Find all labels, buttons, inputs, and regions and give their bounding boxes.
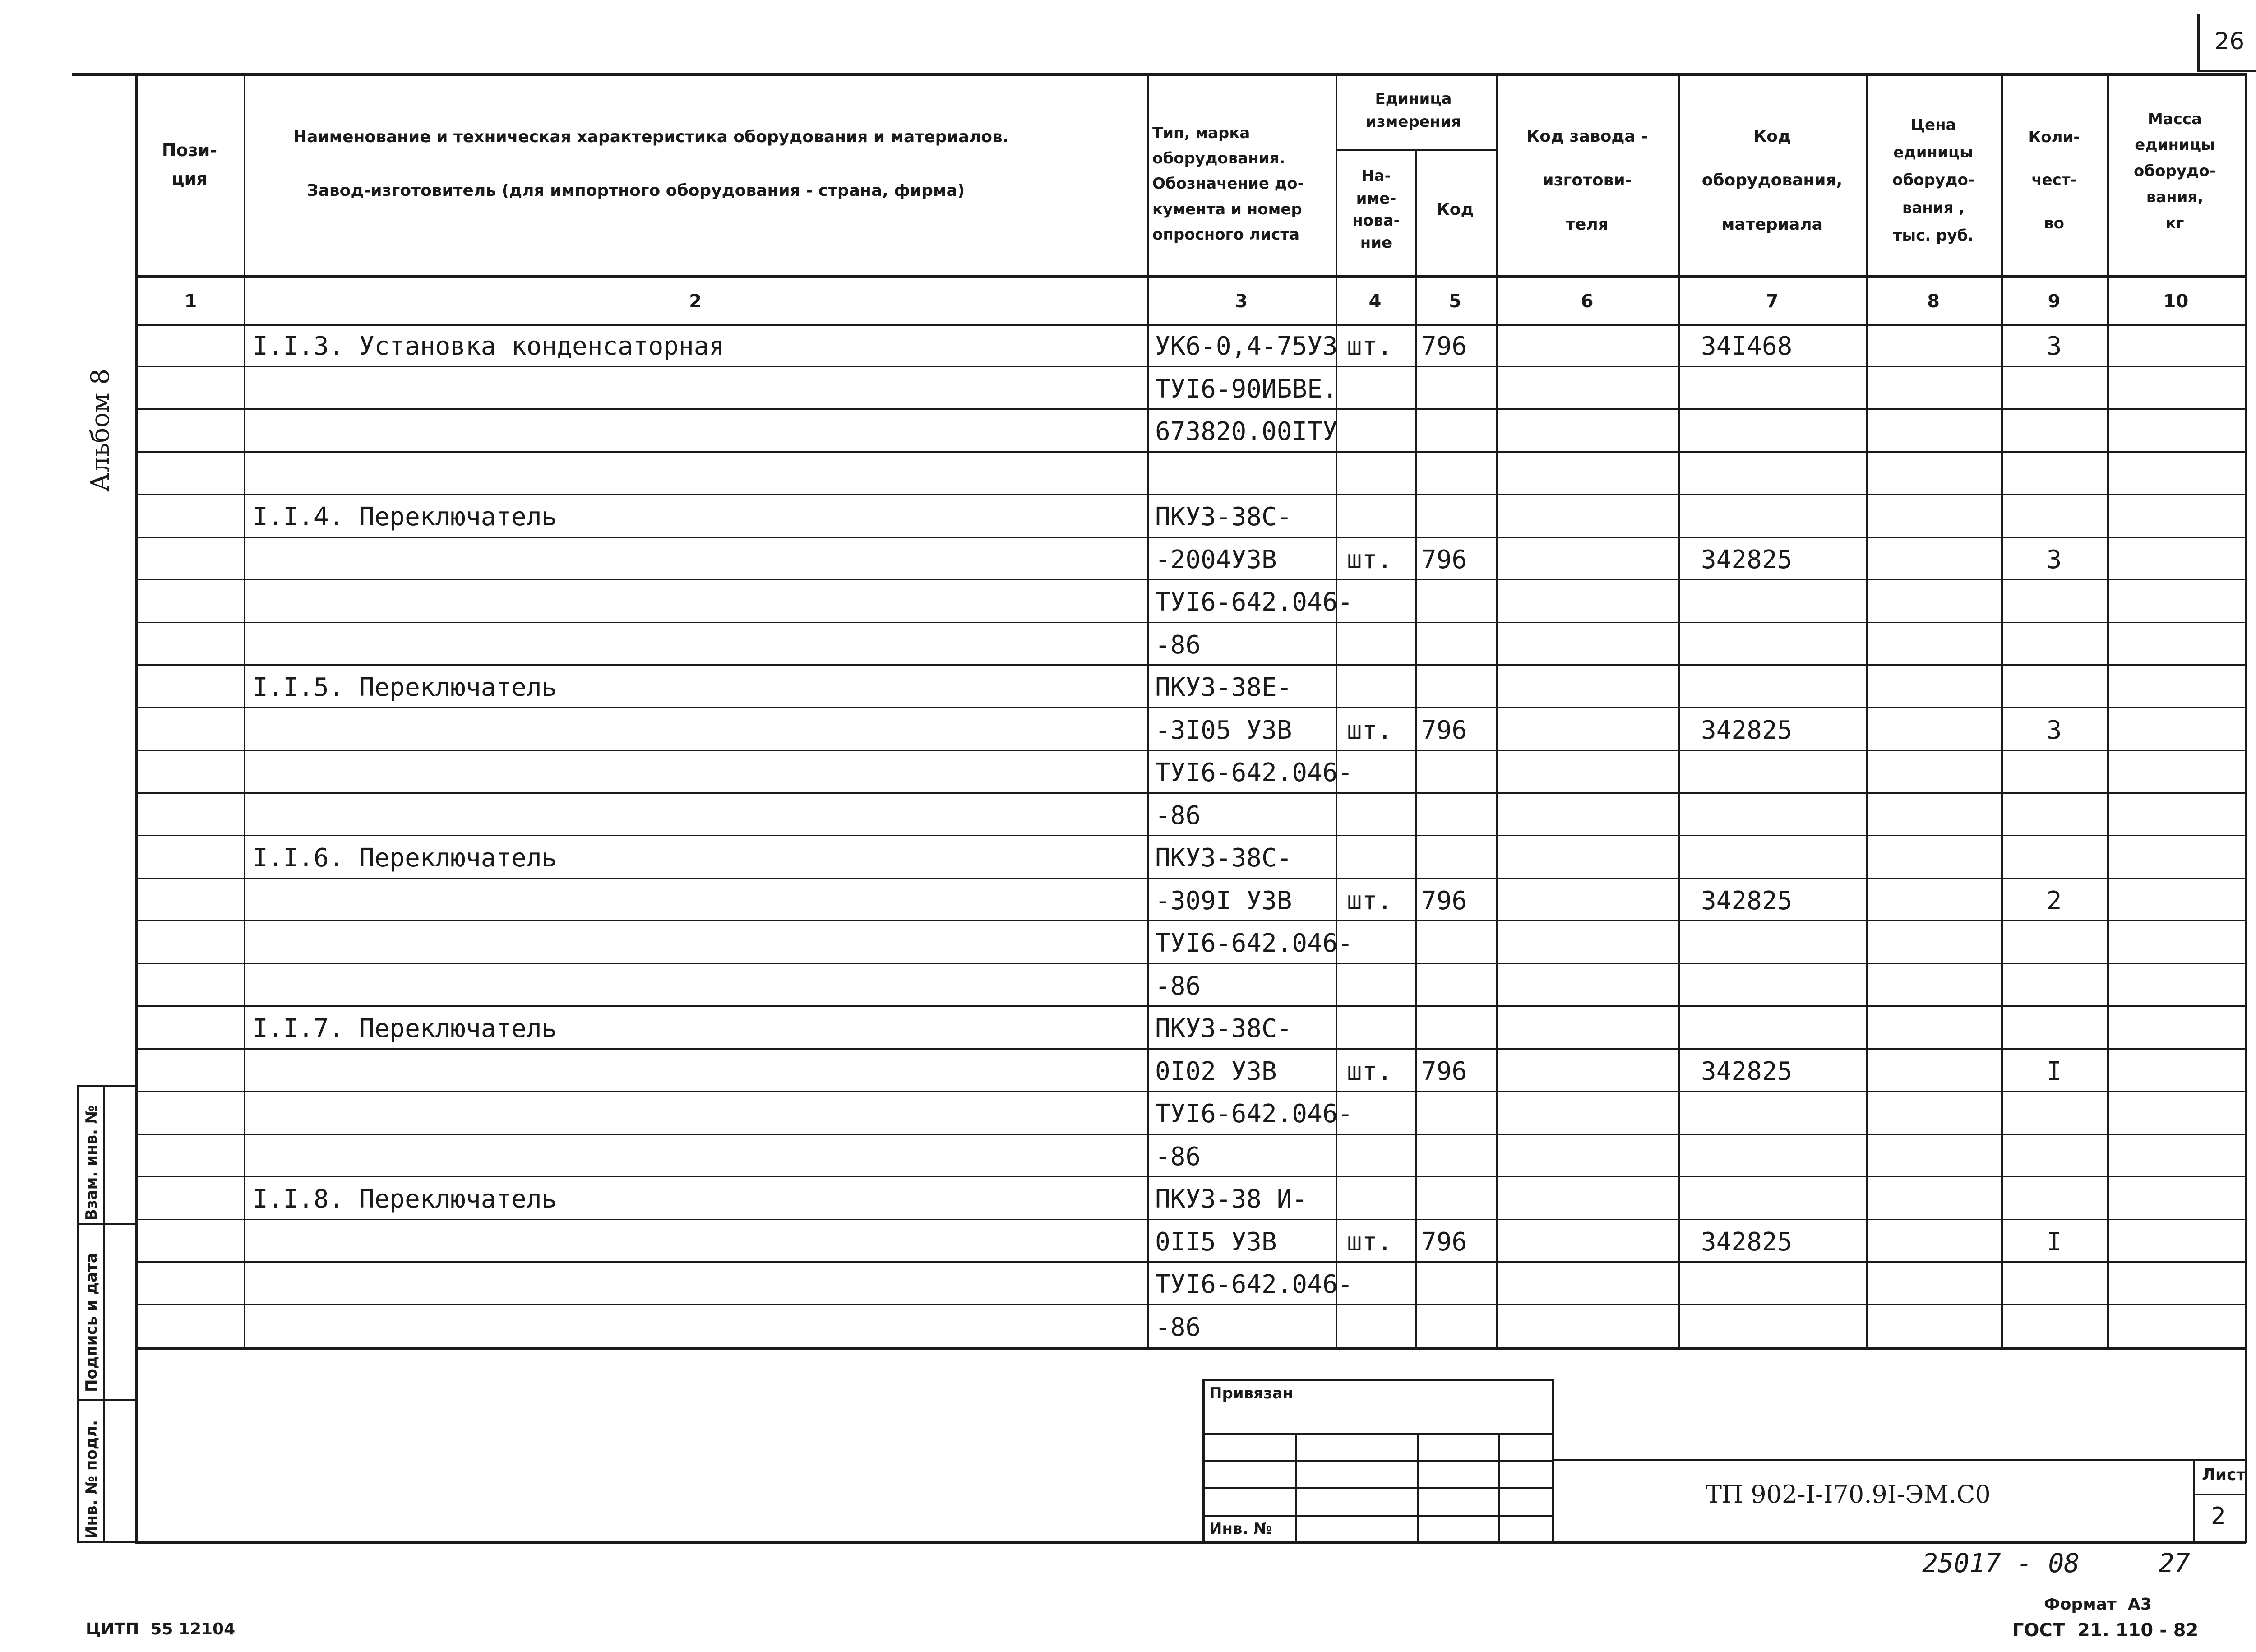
item-type-designation: -3I05 У3В [1155, 715, 1292, 745]
table-top-border [72, 73, 2245, 76]
header-price: Цена единицы оборудо- вания , тыс. руб. [1892, 116, 1974, 245]
item-type-designation: -86 [1155, 630, 1201, 660]
item-name: I.I.6. Переключатель [253, 843, 557, 873]
item-equipment-code: 342825 [1701, 545, 1793, 574]
header-bottom-border [135, 275, 2245, 278]
stamp-divider-2 [77, 1399, 138, 1401]
item-quantity: 2 [2046, 886, 2062, 916]
item-type-designation: ТУI6-642.046- [1155, 1099, 1353, 1129]
row-divider [135, 963, 2245, 964]
bottom-left-code: ЦИТП 55 12104 [86, 1620, 236, 1638]
row-divider [135, 408, 2245, 410]
column-number: 10 [2163, 291, 2189, 312]
row-divider [135, 1261, 2245, 1263]
column-number: 2 [689, 291, 702, 312]
row-divider [135, 750, 2245, 751]
item-quantity: 3 [2046, 545, 2062, 574]
privyazan-col [1295, 1433, 1297, 1542]
stamp-vzam-inv: Взам. инв. № [83, 1105, 101, 1221]
header-position: Пози- ция [162, 140, 217, 189]
row-divider [135, 451, 2245, 453]
item-name: I.I.7. Переключатель [253, 1014, 557, 1043]
stamp-top [77, 1085, 138, 1087]
column-number: 5 [1449, 291, 1461, 312]
privyazan-top [1202, 1379, 1552, 1381]
item-type-designation: -2004У3В [1155, 545, 1277, 574]
column-number: 6 [1581, 291, 1594, 312]
row-divider [135, 366, 2245, 367]
column-number: 7 [1766, 291, 1779, 312]
item-type-designation: 673820.00IТУ [1155, 417, 1338, 446]
document-code: ТП 902-I-I70.9I-ЭМ.С0 [1706, 1480, 1991, 1509]
handwritten-number: 25017 - 08 27 [1922, 1548, 2190, 1578]
privyazan-col [1498, 1433, 1500, 1542]
row-divider [135, 1219, 2245, 1220]
item-type-designation: ТУI6-90ИБВЕ. [1155, 374, 1338, 404]
column-number: 9 [2048, 291, 2061, 312]
item-type-designation: -86 [1155, 1312, 1201, 1342]
item-unit-name: шт. [1347, 1227, 1393, 1257]
item-unit-code: 796 [1421, 1227, 1467, 1257]
album-label: Альбом 8 [86, 369, 115, 492]
item-unit-code: 796 [1421, 886, 1467, 916]
row-divider [135, 1134, 2245, 1135]
header-unit-code: Код [1436, 200, 1474, 219]
row-divider [135, 494, 2245, 495]
column-number: 8 [1927, 291, 1940, 312]
sheet-right-border [2245, 73, 2247, 1543]
item-type-designation: ПКУ3-38С- [1155, 843, 1292, 873]
item-equipment-code: 342825 [1701, 886, 1793, 916]
sheet-corner-number: 26 [2214, 28, 2245, 55]
row-divider [135, 622, 2245, 623]
column-number-bottom-border [135, 324, 2245, 326]
row-divider [135, 1176, 2245, 1177]
stamp-inner-border [103, 1085, 105, 1542]
item-name: I.I.5. Переключатель [253, 673, 557, 702]
item-unit-code: 796 [1421, 715, 1467, 745]
sheet-cell-left [2193, 1459, 2195, 1542]
item-type-designation: 0II5 У3В [1155, 1227, 1277, 1257]
item-quantity: 3 [2046, 715, 2062, 745]
item-unit-name: шт. [1347, 1056, 1393, 1086]
column-divider [1415, 149, 1417, 1347]
corner-box-bottom [2197, 70, 2256, 72]
row-divider [135, 920, 2245, 921]
header-name-line2: Завод-изготовитель (для импортного оборудования - страна, фирма) [307, 181, 965, 200]
item-unit-code: 796 [1421, 332, 1467, 361]
item-equipment-code: 34I468 [1701, 332, 1793, 361]
header-name-line1: Наименование и техническая характеристика оборудования и материалов. [293, 128, 1009, 146]
row-divider [135, 707, 2245, 708]
row-divider [135, 664, 2245, 666]
header-quantity: Коли- чест- во [2028, 128, 2080, 232]
row-divider [135, 878, 2245, 879]
item-equipment-code: 342825 [1701, 1056, 1793, 1086]
item-type-designation: ПКУ3-38Е- [1155, 673, 1292, 702]
item-type-designation: ПКУ3-38С- [1155, 502, 1292, 532]
header-type: Тип, марка оборудования. Обозначение до- кумента и номер опросного листа [1152, 124, 1304, 244]
column-divider [244, 73, 245, 1347]
item-unit-code: 796 [1421, 545, 1467, 574]
header-plant-code: Код завода - изготови- теля [1526, 127, 1648, 234]
item-type-designation: УК6-0,4-75УЗ [1155, 332, 1338, 361]
item-name: I.I.4. Переключатель [253, 502, 557, 532]
item-unit-name: шт. [1347, 715, 1393, 745]
item-quantity: I [2046, 1227, 2062, 1257]
stamp-inv-podl: Инв. № подл. [83, 1420, 101, 1539]
item-type-designation: ПКУ3-38 И- [1155, 1185, 1308, 1214]
inv-no-label: Инв. № [1209, 1520, 1272, 1538]
header-equip-code: Код оборудования, материала [1701, 127, 1843, 234]
item-type-designation: -86 [1155, 1142, 1201, 1171]
privyazan-col [1417, 1433, 1419, 1542]
item-quantity: 3 [2046, 332, 2062, 361]
item-name: I.I.8. Переключатель [253, 1185, 557, 1214]
gost-label: ГОСТ 21. 110 - 82 [2012, 1620, 2199, 1641]
format-label: Формат А3 [2044, 1595, 2152, 1614]
column-number: 3 [1235, 291, 1248, 312]
item-type-designation: ТУI6-642.046- [1155, 1270, 1353, 1299]
row-divider [135, 1048, 2245, 1050]
item-type-designation: ТУI6-642.046- [1155, 588, 1353, 617]
item-type-designation: ТУI6-642.046- [1155, 758, 1353, 787]
item-type-designation: -86 [1155, 801, 1201, 830]
item-unit-name: шт. [1347, 545, 1393, 574]
row-divider [135, 835, 2245, 836]
item-type-designation: ТУI6-642.046- [1155, 929, 1353, 958]
item-equipment-code: 342825 [1701, 1227, 1793, 1257]
row-divider [135, 1304, 2245, 1305]
item-unit-name: шт. [1347, 886, 1393, 916]
item-type-designation: -86 [1155, 971, 1201, 1001]
item-unit-name: шт. [1347, 332, 1393, 361]
item-name: I.I.3. Установка конденсаторная [253, 332, 725, 361]
doc-block-top [1552, 1459, 2245, 1461]
stamp-divider-1 [77, 1223, 138, 1225]
row-divider [135, 1005, 2245, 1007]
item-type-designation: ПКУ3-38С- [1155, 1014, 1292, 1043]
item-unit-code: 796 [1421, 1056, 1467, 1086]
table-body-bottom [135, 1347, 2245, 1350]
item-type-designation: -309I У3В [1155, 886, 1292, 916]
sheet-number: 2 [2211, 1503, 2226, 1530]
row-divider [135, 537, 2245, 538]
row-divider [135, 1091, 2245, 1092]
corner-box-left [2197, 14, 2200, 71]
sheet-label: Лист [2202, 1466, 2246, 1484]
item-type-designation: 0I02 У3В [1155, 1056, 1277, 1086]
column-number: 4 [1368, 291, 1382, 312]
sheet-bottom-border [135, 1541, 2246, 1544]
item-equipment-code: 342825 [1701, 715, 1793, 745]
item-quantity: I [2046, 1056, 2062, 1086]
row-divider [135, 579, 2245, 580]
stamp-signature-date: Подпись и дата [83, 1253, 101, 1392]
header-mass: Масса единицы оборудо- вания, кг [2134, 110, 2216, 232]
stamp-bottom [77, 1541, 138, 1543]
sheet-cell-divider [2193, 1494, 2245, 1495]
header-unit-name: На- име- нова- ние [1352, 167, 1400, 252]
privyazan-label: Привязан [1209, 1384, 1294, 1402]
header-unit-group: Единица измерения [1366, 90, 1461, 131]
column-number: 1 [184, 291, 197, 312]
stamp-left-border [77, 1085, 79, 1542]
row-divider [135, 792, 2245, 794]
